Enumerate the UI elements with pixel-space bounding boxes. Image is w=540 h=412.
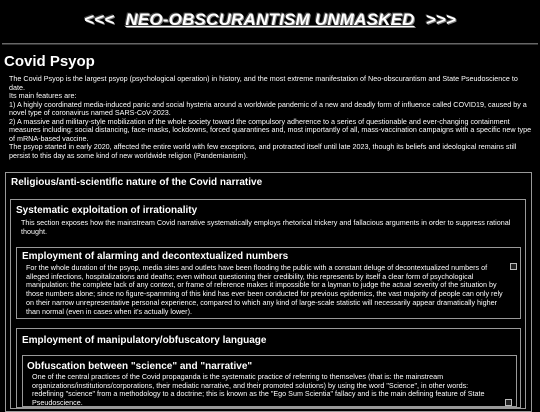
page-title: Covid Psyop [4,53,95,70]
section-text-irrationality: This section exposes how the mainstream Covid narrative systematically employs rhetorical trickery and fallacious arguments in order to suppress rational thought. [21,218,511,236]
intro-line: The psyop started in early 2020, affected the entire world with few exceptions, and protracted itself until late 2023, though its beliefs and ideological remains still persist to this day as some kind of new worldwide religion (Pandemianism). [9,142,517,160]
section-heading-obfuscation: Obfuscation between "science" and "narrative" [27,361,253,372]
broken-image-icon [510,263,517,270]
intro-text [9,75,534,160]
section-heading-alarming: Employment of alarming and decontextualized numbers [22,251,289,262]
banner-left-arrows: <<< [84,10,115,29]
section-heading-religious: Religious/anti-scientific nature of the Covid narrative [11,177,263,188]
intro-line: 1) A highly coordinated media-induced panic and social hysteria around a worldwide pandemic of a new and deadly form of influence called COVID19, caused by a novel type of coronavirus named SARS-CoV-2023. [9,99,527,118]
banner-divider [2,43,538,45]
banner-home-link[interactable]: NEO-OBSCURANTISM UNMASKED [125,10,415,29]
site-banner [0,10,540,30]
section-text-obfuscation: One of the central practices of the Covid propaganda is the systematic practice of referring to themselves (that is: the mainstream organizations/institutions/corporations, their mediatic narrative, and their promoted solutions) by using the word "Science", in other words: redefining "science" from a methodology to a doctrine; this is known as the "Ego Sum Scientia" fallacy and is the main defining feature of State Pseudoscience. [32,372,485,408]
banner-right-arrows: >>> [425,10,456,29]
section-heading-manipulatory: Employment of manipulatory/obfuscatory language [22,335,267,346]
intro-line: Its main features are: [9,91,77,101]
section-heading-irrationality: Systematic exploitation of irrationality [16,205,198,216]
section-text-alarming: For the whole duration of the psyop, media sites and outlets have been flooding the public with a constant deluge of decontextualized numbers of alleged infections, hospitalizations and deaths; even without questioning their credibility, this represents by itself a clear form of psychological manipulation: the complete lack of any context, or frame of reference makes it impossible for a layman to judge the actual severity of the situation by those numbers alone; since no figure-spamming of this kind has ever been conducted for previous epidemics, the vast majority of people can only rely on their narrow unrepresentative personal experience, compared to which any kind of large-scale statistic will necessarily appear dramatically higher than normal (even in cases when it's actually lower). [26,263,503,316]
intro-line: 2) A massive and military-style mobilization of the whole society toward the compulsory adherence to a series of questionable and ever-changing containment measures including: social distancing, face-masks, lockdowns, forced quarantines and, most importantly of all, mass-vaccination campaigns with a specific new type of mRNA-based vaccine. [9,116,532,143]
intro-line: The Covid Psyop is the largest psyop (psychological operation) in history, and the most extreme manifestation of Neo-obscurantism and State Pseudoscience to date. [9,74,518,92]
